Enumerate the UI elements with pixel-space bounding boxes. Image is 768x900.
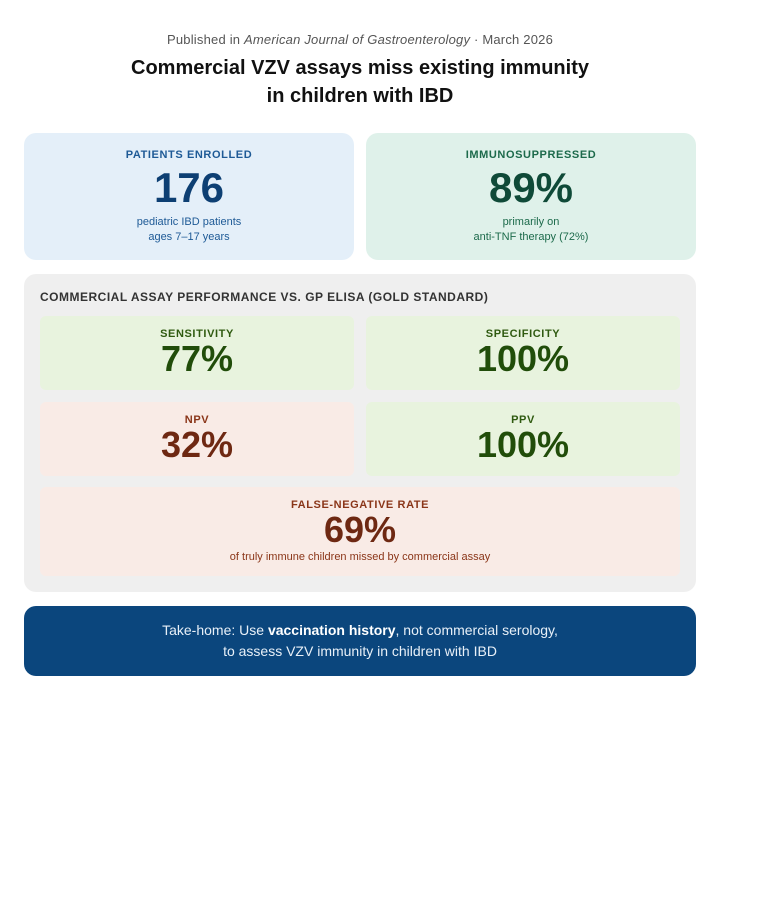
sensitivity-value: 77% <box>160 338 234 379</box>
immunosuppressed-sub <box>366 215 696 245</box>
specificity-value: 100% <box>476 338 570 379</box>
false-negative-value: 69% <box>323 509 397 550</box>
ppv-metric <box>366 402 680 476</box>
title-line-1: Commercial VZV assays miss existing immunity <box>131 57 589 79</box>
immunosuppressed-sub-2: anti-TNF therapy (72%) <box>473 231 589 243</box>
takehome-banner <box>24 606 696 676</box>
takehome-suffix: , not commercial serology, <box>395 622 558 638</box>
specificity-label: SPECIFICITY <box>485 328 561 340</box>
patients-enrolled-sub-1: pediatric IBD patients <box>136 216 242 228</box>
sensitivity-label: SENSITIVITY <box>160 328 234 340</box>
takehome-prefix: Take-home: Use <box>162 622 265 638</box>
patients-enrolled-card <box>24 133 354 260</box>
immunosuppressed-card <box>366 133 696 260</box>
npv-value: 32% <box>160 424 234 465</box>
npv-label: NPV <box>184 414 210 426</box>
assay-performance-panel <box>24 274 696 592</box>
false-negative-label: FALSE-NEGATIVE RATE <box>290 499 430 511</box>
immunosuppressed-value: 89% <box>488 164 574 211</box>
title-line-2: in children with IBD <box>266 85 454 107</box>
patients-enrolled-sub <box>24 215 354 245</box>
npv-metric <box>40 402 354 476</box>
sensitivity-metric <box>40 316 354 390</box>
false-negative-sub: of truly immune children missed by commercial assay <box>229 551 491 563</box>
patients-enrolled-label: PATIENTS ENROLLED <box>125 149 253 161</box>
false-negative-metric <box>40 487 680 576</box>
patients-enrolled-value: 176 <box>153 164 225 211</box>
immunosuppressed-label: IMMUNOSUPPRESSED <box>465 149 597 161</box>
ppv-label: PPV <box>511 414 535 426</box>
immunosuppressed-sub-1: primarily on <box>502 216 560 228</box>
journal-name: American Journal of Gastroenterology <box>244 32 471 47</box>
takehome-line-2: to assess VZV immunity in children with IBD <box>223 643 497 659</box>
published-prefix: Published in <box>166 32 241 47</box>
assay-performance-title: COMMERCIAL ASSAY PERFORMANCE VS. GP ELISA (GOLD STANDARD) <box>40 290 489 304</box>
takehome-line-1 <box>24 620 696 641</box>
takehome-bold: vaccination history <box>267 622 396 638</box>
date-separator: · <box>474 32 479 47</box>
ppv-value: 100% <box>476 424 570 465</box>
specificity-metric <box>366 316 680 390</box>
publication-date: March 2026 <box>482 32 553 47</box>
publication-line <box>24 32 696 47</box>
page-title <box>24 54 696 110</box>
patients-enrolled-sub-2: ages 7–17 years <box>148 231 230 243</box>
